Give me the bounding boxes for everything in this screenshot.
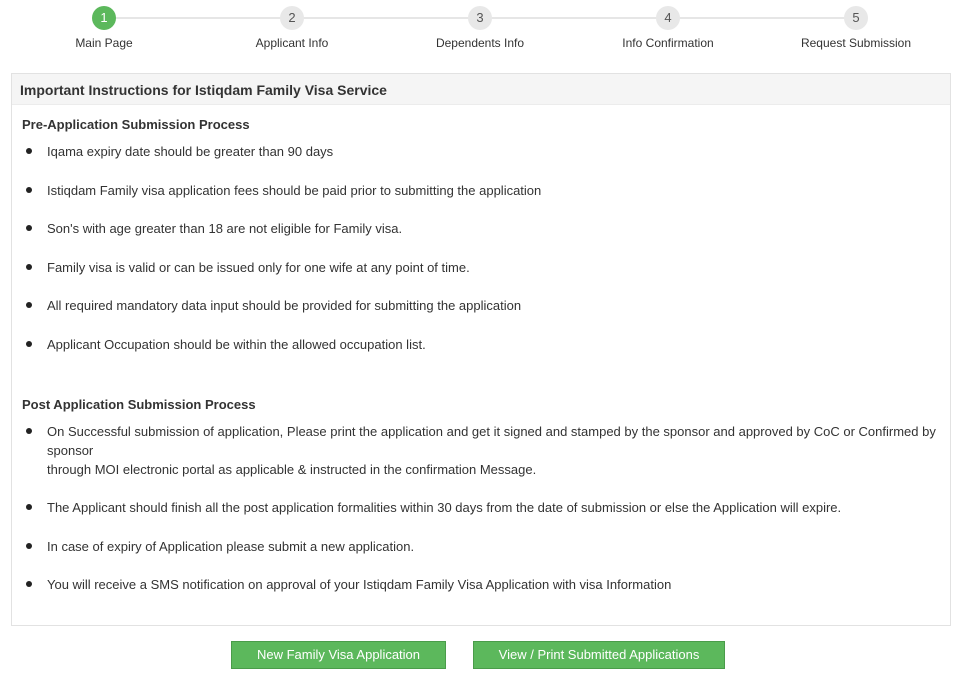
panel-body [12, 105, 950, 594]
view-print-submitted-applications-button[interactable]: View / Print Submitted Applications [473, 641, 725, 669]
step-label: Dependents Info [435, 36, 525, 50]
progress-stepper [0, 0, 959, 62]
step-main-page [14, 6, 194, 50]
list-item: Iqama expiry date should be greater than 90 days [22, 142, 940, 161]
post-application-list [22, 422, 940, 595]
list-item-line: On Successful submission of application, Please print the application and get it signed and stamped by the sponsor and approved by CoC or Confirmed by sponsor [47, 423, 936, 458]
step-request-submission [766, 6, 946, 50]
new-family-visa-application-button[interactable]: New Family Visa Application [231, 641, 446, 669]
list-item: Applicant Occupation should be within the allowed occupation list. [22, 335, 940, 354]
list-item: The Applicant should finish all the post application formalities within 30 days from the date of submission or else the Application will expire. [22, 498, 940, 517]
panel-title: Important Instructions for Istiqdam Family Visa Service [12, 74, 950, 105]
step-label: Main Page [75, 36, 133, 50]
list-item: You will receive a SMS notification on approval of your Istiqdam Family Visa Application with visa Information [22, 575, 940, 594]
step-number-badge: 5 [844, 6, 868, 30]
step-number-badge: 2 [280, 6, 304, 30]
step-label: Info Confirmation [622, 36, 714, 50]
step-number-badge: 3 [468, 6, 492, 30]
list-item: Istiqdam Family visa application fees should be paid prior to submitting the application [22, 181, 940, 200]
instructions-panel [11, 73, 951, 626]
list-item: In case of expiry of Application please submit a new application. [22, 537, 940, 556]
step-dependents-info [390, 6, 570, 50]
list-item [22, 422, 940, 479]
step-info-confirmation [578, 6, 758, 50]
pre-application-list [22, 142, 940, 354]
step-number-badge: 1 [92, 6, 116, 30]
list-item-line: through MOI electronic portal as applicable & instructed in the confirmation Message. [47, 461, 537, 477]
step-applicant-info [202, 6, 382, 50]
step-number-badge: 4 [656, 6, 680, 30]
list-item: Family visa is valid or can be issued only for one wife at any point of time. [22, 258, 940, 277]
post-application-section-title: Post Application Submission Process [22, 396, 256, 412]
list-item: All required mandatory data input should be provided for submitting the application [22, 296, 940, 315]
step-label: Applicant Info [255, 36, 329, 50]
pre-application-section-title: Pre-Application Submission Process [22, 117, 250, 132]
step-label: Request Submission [800, 36, 912, 50]
list-item: Son's with age greater than 18 are not eligible for Family visa. [22, 219, 940, 238]
